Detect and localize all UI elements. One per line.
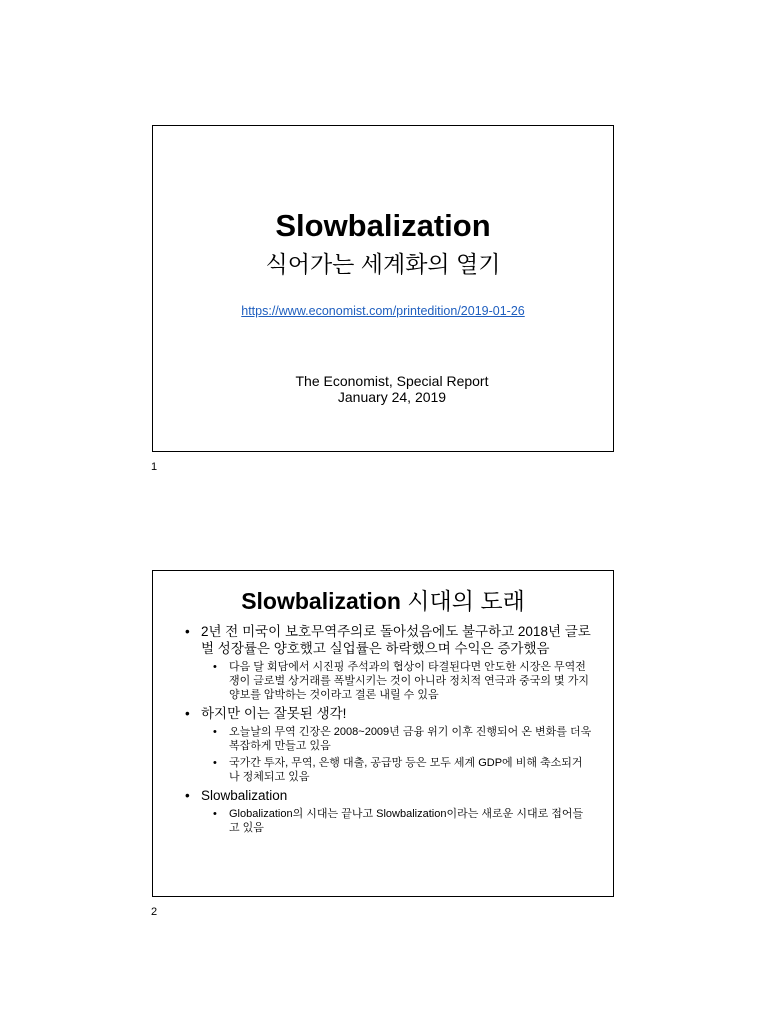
source-link[interactable]: https://www.economist.com/printedition/2019-01-26 bbox=[241, 304, 525, 318]
slide-2-title-rest: 시대의 도래 bbox=[400, 588, 525, 614]
slide-1-subtitle: 식어가는 세계화의 열기 bbox=[265, 251, 501, 277]
slide-2-title bbox=[153, 583, 613, 616]
bullet-item: • 2년 전 미국이 보호무역주의로 돌아섰음에도 불구하고 2018년 글로벌 성장률은 양호했고 실업률은 하락했으며 수익은 증가했음 bbox=[185, 623, 593, 657]
page-number-1: 1 bbox=[151, 461, 158, 473]
slide-1-title: Slowbalization bbox=[275, 208, 491, 243]
sub-bullet-item: • 다음 달 회담에서 시진핑 주석과의 협상이 타결된다면 안도한 시장은 무역전쟁이 글로벌 상거래를 폭발시키는 것이 아니라 정치적 연극과 중국의 몇 가지 양보를 압박하는 것이라고 결론 내릴 수 있음 bbox=[185, 660, 593, 702]
sub-bullet-item: • 오늘날의 무역 긴장은 2008~2009년 금융 위기 이후 진행되어 온 변화를 더욱 복잡하게 만들고 있음 bbox=[185, 725, 593, 753]
source-publication: The Economist, Special Report bbox=[295, 373, 489, 389]
sub-bullet-item: • 국가간 투자, 무역, 은행 대출, 공급망 등은 모두 세계 GDP에 비해 축소되거나 정체되고 있음 bbox=[185, 756, 593, 784]
slide-2 bbox=[152, 570, 614, 897]
source-credit bbox=[153, 373, 613, 405]
slide-2-title-bold: Slowbalization bbox=[241, 588, 401, 614]
page-number-2: 2 bbox=[151, 906, 158, 918]
bullet-item: • 하지만 이는 잘못된 생각! bbox=[185, 705, 593, 722]
slide-2-body bbox=[185, 623, 593, 838]
sub-bullet-item: • Globalization의 시대는 끝나고 Slowbalization이라는 새로운 시대로 접어들고 있음 bbox=[185, 807, 593, 835]
source-date: January 24, 2019 bbox=[337, 389, 447, 405]
slide-1 bbox=[152, 125, 614, 452]
bullet-item: • Slowbalization bbox=[185, 787, 593, 804]
